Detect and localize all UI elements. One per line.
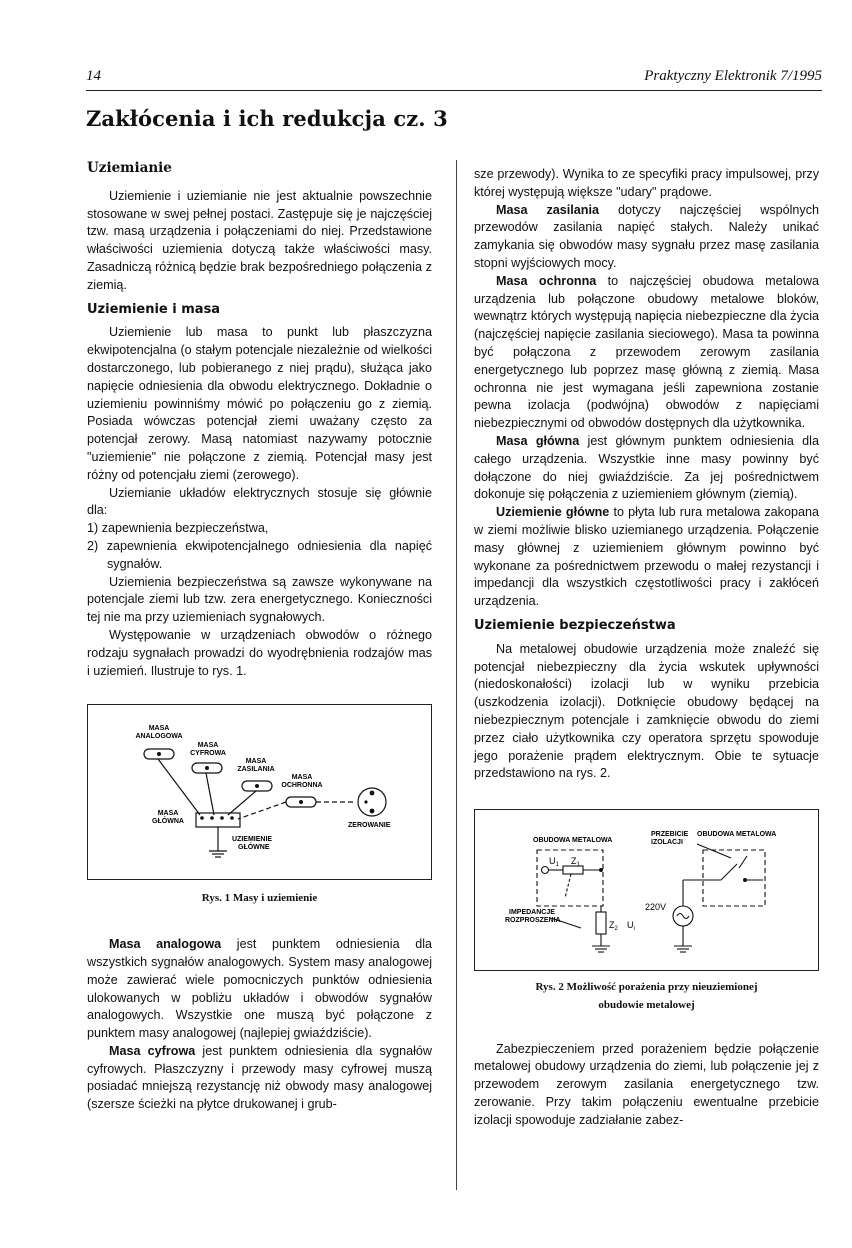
figure-2-caption-line2: obudowie metalowej [598, 998, 695, 1011]
section-heading-uziemianie: Uziemianie [87, 160, 172, 176]
section-heading-uziemienie-i-masa: Uziemienie i masa [87, 301, 221, 317]
label-220v: 220V [645, 902, 667, 913]
figure-1-caption: Rys. 1 Masy i uziemienie [201, 892, 318, 905]
left-column [87, 160, 432, 1114]
figure-2-caption-line1: Rys. 2 Możliwość porażenia przy nieuziemionej [535, 981, 758, 994]
paragraph-text: dotyczy najczęściej wspólnych przewodów zasilania napięć stałych. Należy unikać zamykania się obwodów masy sygnału przez masę zasilania stopni wyjściowych mocy. [474, 202, 819, 270]
label-przebicie: PRZEBICIE [651, 831, 689, 839]
label-masa-glowna-2: GŁÓWNA [152, 818, 184, 826]
paragraph: Uziemianie układów elektrycznych stosuje się głównie dla: [87, 485, 432, 518]
page-header [86, 66, 822, 91]
term-masa-analogowa: Masa analogowa [109, 937, 222, 952]
z2-symbol: Z [609, 920, 615, 931]
label-u1 [549, 856, 560, 868]
label-masa-cyfrowa-2: CYFROWA [190, 750, 226, 758]
label-masa-ochronna-2: OCHRONNA [281, 782, 323, 790]
paragraph-text: to płyta lub rura metalowa zakopana w ziemi możliwie blisko uziemianego urządzenia. Połączenie masy głównej z uziemieniem głównym powinno być wykonane za pośrednictwem przewodu o małej rezystancji i impedancji dla wszystkich częstotliwości pracy i zakłóceń urządzenia. [474, 505, 819, 609]
paragraph: Uziemienie i uziemianie nie jest aktualnie powszechnie stosowane w swej pełnej postaci. Zastępuje się je najczęściej tzw. masą urządzenia i połączeniami do niej. Przedstawione właściwości uziemienia dotyczą także właściwości masy. Zasadniczą różnicą będzie brak bezpośredniego połączenia z ziemią. [87, 188, 432, 292]
z2-subscript: 2 [614, 926, 618, 933]
label-masa-zasilania-1: MASA [245, 758, 267, 766]
ui-subscript: i [633, 926, 635, 933]
label-obudowa-metalowa-2: OBUDOWA METALOWA [697, 831, 777, 839]
term-masa-glowna: Masa główna [496, 433, 580, 448]
label-izolacji: IZOLACJI [651, 839, 683, 847]
column-divider [456, 160, 457, 1190]
paragraph [87, 1043, 432, 1114]
ground-diagram [88, 705, 431, 879]
paragraph [474, 202, 819, 273]
paragraph [87, 936, 432, 1043]
paragraph-text: jest głównym punktem odniesienia dla całego urządzenia. Wszystkie inne masy powinny być dołączone do niej gwiaździście. Za jej pośrednictwem dokonuje się połączenia z uziemieniem głównym (ziemią). [474, 433, 819, 502]
label-masa-glowna-1: MASA [157, 810, 179, 818]
label-rozproszenia: ROZPROSZENIA [505, 917, 561, 925]
label-masa-ochronna-1: MASA [291, 774, 313, 782]
term-masa-cyfrowa: Masa cyfrowa [109, 1043, 196, 1058]
article-title: Zakłócenia i ich redukcja cz. 3 [86, 106, 448, 131]
label-impedancje: IMPEDANCJE [509, 909, 555, 917]
shock-diagram [475, 810, 818, 970]
paragraph: Zabezpieczeniem przed porażeniem będzie połączenie metalowej obudowy urządzenia do ziemi, lub połączenie jej z przewodem zerowym zasilania energetycznego tzw. zerowanie. Przy takim połączeniu ewentualne przebicie izolacji spowoduje zadziałanie zabez- [474, 1041, 819, 1127]
label-z2 [609, 920, 619, 932]
term-masa-ochronna: Masa ochronna [496, 273, 597, 288]
paragraph-text: jest punktem odniesienia dla sygnałów cyfrowych. Płaszczyzny i przewody masy cyfrowej muszą posiadać mniejszą rezystancję niż obwody masy analogowej (szersze ścieżki na płytce drukowanej i grub- [87, 1043, 432, 1112]
label-masa-analogowa-1: MASA [148, 725, 170, 733]
paragraph: Uziemienie lub masa to punkt lub płaszczyzna ekwipotencjalna (o stałym potencjale niezależnie od wielkości dostarczonego, lub pobieranego z niej prądu), służąca jako napięcie odniesienia dla obwodu elektrycznego. Dokładnie o uziemieniu powinniśmy mówić po połączeniu go z ziemią. Posiada wówczas potencjał ziemi uważany często za potencjał zerowy. Masą natomiast nazywamy potocznie "uziemienie" nie połączone z ziemią. Potencjał masy jest różny od potencjału ziemi (zerowego). [87, 325, 432, 482]
paragraph [474, 433, 819, 504]
u1-subscript: 1 [555, 862, 559, 869]
list [87, 520, 432, 573]
term-masa-zasilania: Masa zasilania [496, 202, 599, 217]
u1-symbol: U [549, 856, 556, 867]
list-item: 2) zapewnienia ekwipotencjalnego odniesienia dla napięć sygnałów. [87, 538, 432, 571]
label-zerowanie: ZEROWANIE [348, 822, 391, 830]
ui-symbol: U [627, 920, 634, 931]
z1-symbol: Z [571, 856, 577, 867]
paragraph: Występowanie w urządzeniach obwodów o różnego rodzaju sygnałach prowadzi do wyodrębnienia rodzajów mas i uziemień. Ilustruje to rys. 1. [87, 627, 432, 678]
list-item: 1) zapewnienia bezpieczeństwa, [87, 521, 269, 536]
label-uziemienie-glowne-2: GŁÓWNE [238, 844, 270, 852]
label-masa-cyfrowa-1: MASA [197, 742, 219, 750]
paragraph-text: jest punktem odniesienia dla wszystkich sygnałów analogowych. System masy analogowej może zawierać wiele pomocniczych punktów odniesienia ulokowanych w pobliżu układów i obwodów sygnałów analogowych. Wszystkie one muszą być połączone z punktem masy analogowej (najlepiej gwiaździście). [87, 937, 432, 1041]
journal-title: Praktyczny Elektronik 7/1995 [644, 68, 822, 84]
right-column [474, 166, 819, 1130]
paragraph: sze przewody). Wynika to ze specyfiki pracy impulsowej, przy której występują większe "udary" prądowe. [474, 167, 819, 199]
figure-1 [87, 704, 432, 880]
paragraph-text: to najczęściej obudowa metalowa urządzenia lub połączone obudowy metalowe bloków, wewnątrz których występują napięcia niebezpieczne dla życia (najczęściej napięcie zasilania sieciowego). Masa ta powinna być połączona z przewodem zerowym zasilania energetycznego lub poprzez masę główną z ziemią. Masa ochronna nie jest wymagana jeśli zapewniona zostanie pewna izolacja (podwójna) obwodów z napięciami niebezpiecznymi od obwodów dostępnych dla użytkownika. [474, 273, 819, 431]
section-heading-uziemienie-bezpieczenstwa: Uziemienie bezpieczeństwa [474, 617, 676, 633]
paragraph [474, 273, 819, 433]
label-masa-zasilania-2: ZASILANIA [237, 766, 275, 774]
label-uziemienie-glowne-1: UZIEMIENIE [232, 836, 273, 844]
paragraph: Uziemienia bezpieczeństwa są zawsze wykonywane na potencjale ziemi lub tzw. zera energetycznego. Konieczności tej nie ma przy uziemieniach sygnałowych. [87, 574, 432, 625]
z1-subscript: 1 [576, 862, 580, 869]
paragraph: Na metalowej obudowie urządzenia może znaleźć się potencjał niebezpieczny dla życia wskutek upływności (niedoskonałości) izolacji lub w wyniku przebicia (uszkodzenia izolacji). Dotknięcie obudowy będącej na niebezpiecznym potencjale i zamknięcie obwodu do ziemi przez ciało użytkownika czy operatora sprzętu spowoduje jego porażenie prądem elektrycznym. Obie te sytuacje przedstawiono na rys. 2. [474, 641, 819, 781]
figure-2 [474, 809, 819, 971]
label-obudowa-metalowa: OBUDOWA METALOWA [533, 837, 613, 845]
page-number: 14 [86, 68, 101, 84]
label-masa-analogowa-2: ANALOGOWA [135, 733, 183, 741]
label-ui [627, 920, 635, 932]
term-uziemienie-glowne: Uziemienie główne [496, 505, 610, 520]
paragraph [474, 504, 819, 611]
